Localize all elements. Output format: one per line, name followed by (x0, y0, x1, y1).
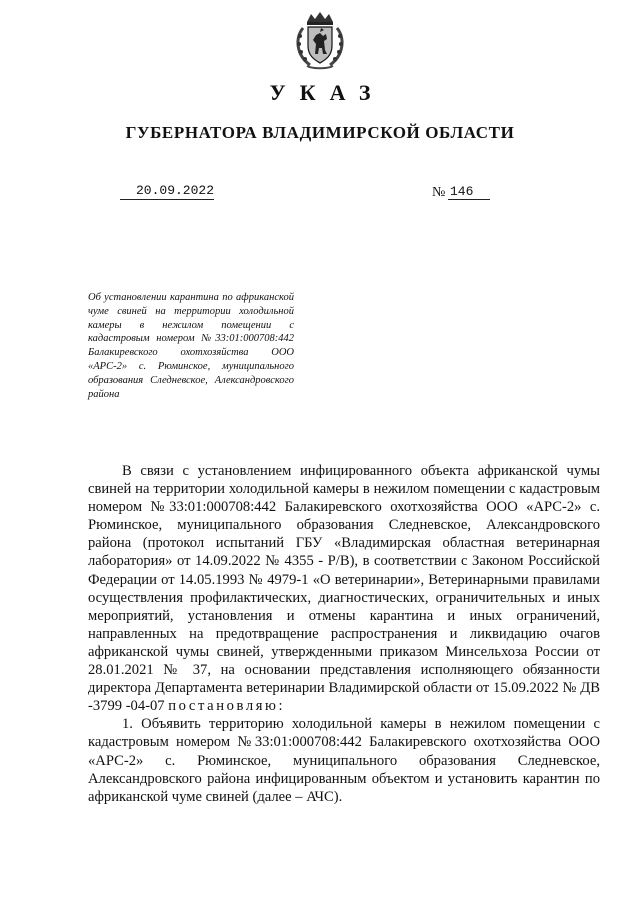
coat-of-arms-icon (293, 10, 347, 70)
number-label: № (432, 185, 446, 200)
preamble-text: В связи с установлением инфицированного объекта африканской чумы свиней на территории холодильной камеры в нежилом помещении с кадастровым номером №33:01:000708:442 Балакиревского охотхозяйства ООО «АРС-2» с. Рюминское, муниципального образования Следневское, Александровского района (протокол испытаний ГБУ «Владимирская областная ветеринарная лаборатория» от 14.09.2022 № 4355 - Р/В), в соответствии с Законом Российской Федерации от 14.05.1993 № 4979-1 «О ветеринарии», Ветеринарными правилами осуществления профилактических, диагностических, ограничительных и иных мероприятий, установления и отмены карантина и иных ограничений, направленных на предотвращение распространения и ликвидацию очагов африканской чумы свиней, утвержденными приказом Минсельхоза России от 28.01.2021 № 37, на основании представления исполняющего обязанности директора Департамента ветеринарии Владимирской области от 15.09.2022 № ДВ -3799 -04-07 (88, 463, 600, 715)
document-number: 146 (448, 184, 490, 200)
decree-word: постановляю: (168, 698, 286, 715)
item-1-paragraph: 1. Объявить территорию холодильной камеры в нежилом помещении с кадастровым номером №33:01:000708:442 Балакиревского охотхозяйства ООО «АРС-2» с. Рюминское, муниципального образования Следневское, Александровского района инфицированным объектом и установить карантин по африканской чуме свиней (далее – АЧС). (88, 716, 600, 805)
document-body (88, 462, 600, 806)
document-subtitle: ГУБЕРНАТОРА ВЛАДИМИРСКОЙ ОБЛАСТИ (125, 123, 515, 142)
document-date: 20.09.2022 (120, 183, 214, 200)
preamble-paragraph (88, 462, 600, 715)
subject-heading: Об установлении карантина по африканской чуме свиней на территории холодильной камеры в нежилом помещении с кадастровым номером №33:01:000708:442 Балакиревского охотхозяйства ООО «АРС-2» с. Рюминское, муниципального образования Следневское, Александровского района (88, 292, 294, 400)
document-title: УКАЗ (269, 80, 385, 105)
